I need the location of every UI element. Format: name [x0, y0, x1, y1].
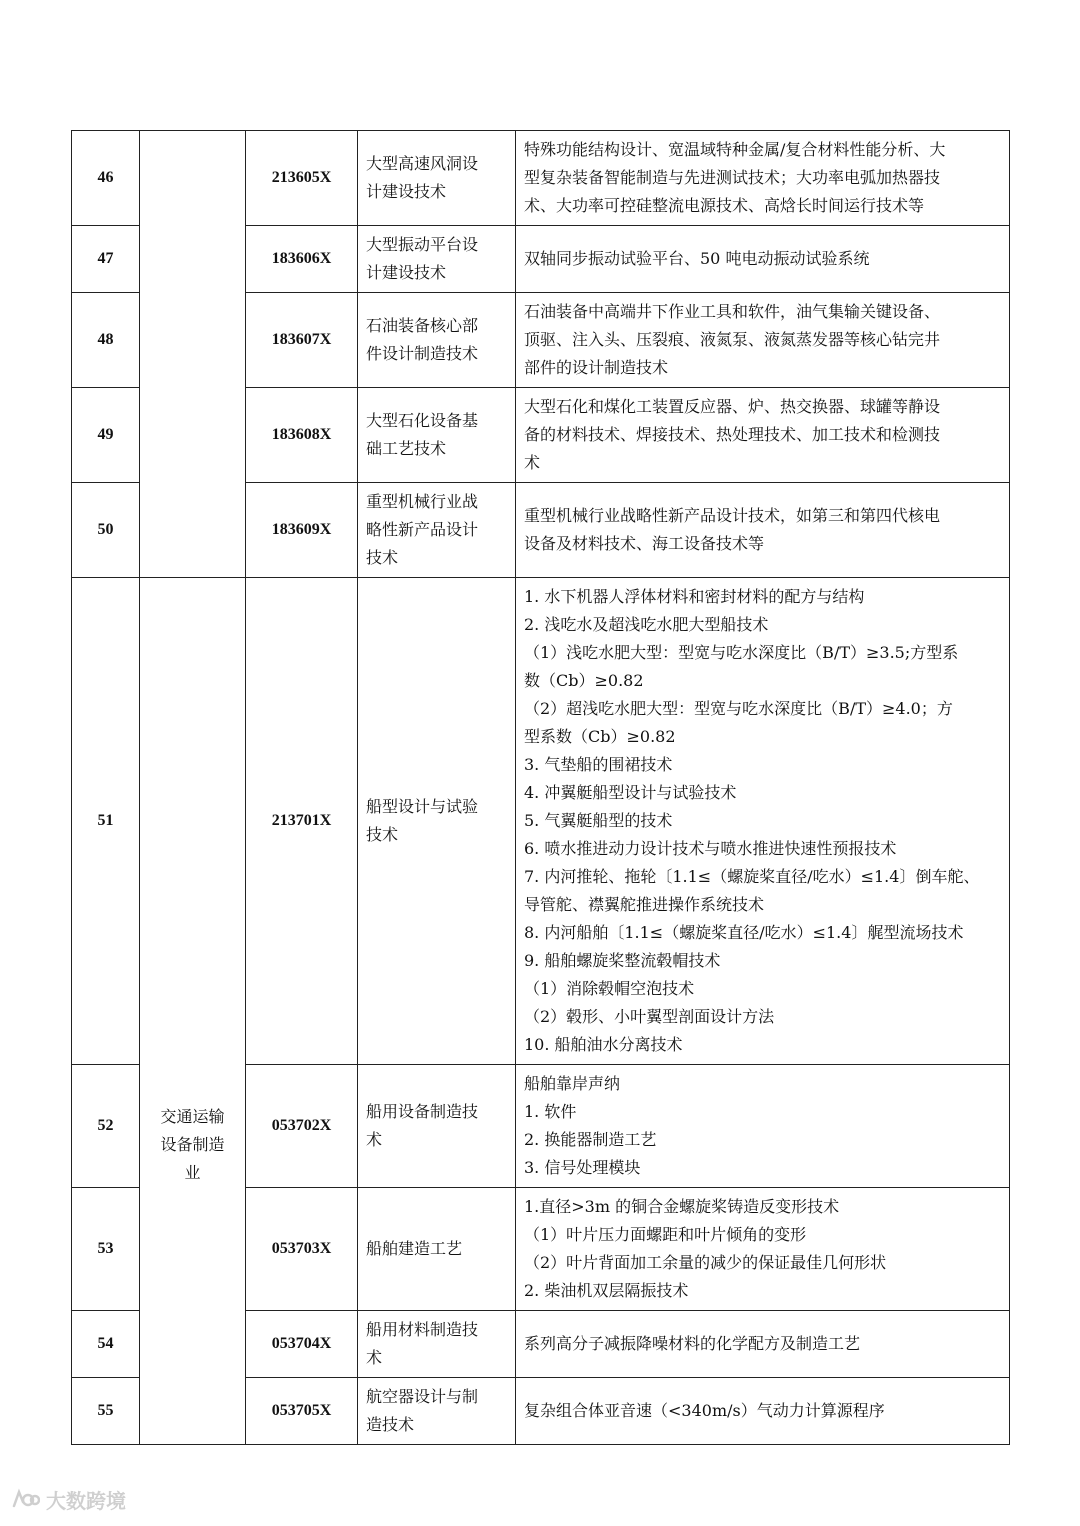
tech-name: 石油装备核心部 件设计制造技术 — [358, 293, 516, 388]
tech-code: 053702X — [246, 1065, 358, 1188]
tech-code: 053704X — [246, 1311, 358, 1378]
tech-name: 大型振动平台设 计建设技术 — [358, 226, 516, 293]
row-number: 55 — [72, 1378, 140, 1445]
table-row — [72, 578, 1010, 1065]
row-number: 51 — [72, 578, 140, 1065]
watermark-logo-icon — [10, 1488, 40, 1510]
watermark-text: 大数跨境 — [46, 1488, 126, 1513]
tech-description: 重型机械行业战略性新产品设计技术，如第三和第四代核电 设备及材料技术、海工设备技术等 — [516, 483, 1010, 578]
technology-table — [71, 130, 1010, 1445]
tech-description: 1. 水下机器人浮体材料和密封材料的配方与结构 2. 浅吃水及超浅吃水肥大型船技术 （1）浅吃水肥大型：型宽与吃水深度比（B/T）≥3.5;方型系 数（Cb）≥0.82 （2）超浅吃水肥大型：型宽与吃水深度比（B/T）≥4.0；方 型系数（Cb）≥0.82 3. 气垫船的围裙技术 4. 冲翼艇船型设计与试验技术 5. 气翼艇船型的技术 6. 喷水推进动力设计技术与喷水推进快速性预报技术 7. 内河推轮、拖轮〔1.1≤（螺旋桨直径/吃水）≤1.4〕倒车舵、 导管舵、襟翼舵推进操作系统技术 8. 内河船舶〔1.1≤（螺旋桨直径/吃水）≤1.4〕艉型流场技术 9. 船舶螺旋桨整流毂帽技术 （1）消除毂帽空泡技术 （2）毂形、小叶翼型剖面设计方法 10. 船舶油水分离技术 — [516, 578, 1010, 1065]
tech-name: 航空器设计与制 造技术 — [358, 1378, 516, 1445]
tech-description: 复杂组合体亚音速（<340m/s）气动力计算源程序 — [516, 1378, 1010, 1445]
industry-label: 设备制造 — [160, 1135, 225, 1154]
tech-code: 053703X — [246, 1188, 358, 1311]
industry-label: 交通运输 — [160, 1107, 225, 1126]
tech-code: 213701X — [246, 578, 358, 1065]
row-number: 54 — [72, 1311, 140, 1378]
tech-description: 1.直径>3m 的铜合金螺旋桨铸造反变形技术 （1）叶片压力面螺距和叶片倾角的变形 （2）叶片背面加工余量的减少的保证最佳几何形状 2. 柴油机双层隔振技术 — [516, 1188, 1010, 1311]
table-row — [72, 131, 1010, 226]
row-number: 52 — [72, 1065, 140, 1188]
tech-description: 船舶靠岸声纳 1. 软件 2. 换能器制造工艺 3. 信号处理模块 — [516, 1065, 1010, 1188]
tech-code: 053705X — [246, 1378, 358, 1445]
tech-name: 船舶建造工艺 — [358, 1188, 516, 1311]
row-number: 53 — [72, 1188, 140, 1311]
tech-name: 船型设计与试验 技术 — [358, 578, 516, 1065]
tech-name: 大型石化设备基 础工艺技术 — [358, 388, 516, 483]
tech-name: 船用材料制造技 术 — [358, 1311, 516, 1378]
row-number: 48 — [72, 293, 140, 388]
row-number: 46 — [72, 131, 140, 226]
industry-cell — [140, 578, 246, 1445]
tech-code: 183606X — [246, 226, 358, 293]
tech-code: 183609X — [246, 483, 358, 578]
tech-description: 系列高分子减振降噪材料的化学配方及制造工艺 — [516, 1311, 1010, 1378]
row-number: 49 — [72, 388, 140, 483]
tech-description: 双轴同步振动试验平台、50 吨电动振动试验系统 — [516, 226, 1010, 293]
tech-code: 213605X — [246, 131, 358, 226]
tech-code: 183607X — [246, 293, 358, 388]
tech-name: 重型机械行业战 略性新产品设计 技术 — [358, 483, 516, 578]
tech-code: 183608X — [246, 388, 358, 483]
row-number: 50 — [72, 483, 140, 578]
tech-name: 船用设备制造技 术 — [358, 1065, 516, 1188]
tech-description: 大型石化和煤化工装置反应器、炉、热交换器、球罐等静设 备的材料技术、焊接技术、热处理技术、加工技术和检测技 术 — [516, 388, 1010, 483]
industry-cell-empty — [140, 131, 246, 578]
industry-label: 业 — [184, 1163, 201, 1182]
row-number: 47 — [72, 226, 140, 293]
tech-description: 特殊功能结构设计、宽温域特种金属/复合材料性能分析、大 型复杂装备智能制造与先进测试技术；大功率电弧加热器技 术、大功率可控硅整流电源技术、高焓长时间运行技术等 — [516, 131, 1010, 226]
tech-description: 石油装备中高端井下作业工具和软件，油气集输关键设备、 顶驱、注入头、压裂痕、液氮泵、液氮蒸发器等核心钻完井 部件的设计制造技术 — [516, 293, 1010, 388]
watermark — [10, 1484, 126, 1514]
tech-name: 大型高速风洞设 计建设技术 — [358, 131, 516, 226]
